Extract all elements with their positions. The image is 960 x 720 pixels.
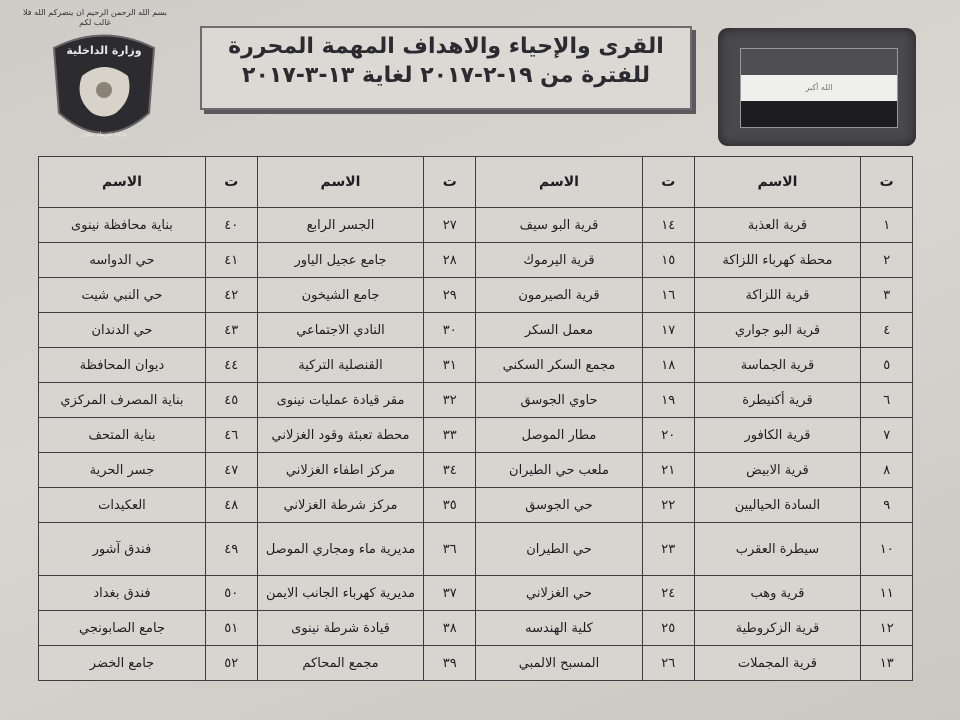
row-number-cell: ٣٥ bbox=[424, 488, 476, 523]
flag-band-bottom bbox=[741, 101, 897, 127]
table-row bbox=[39, 488, 913, 523]
row-number-cell: ٤ bbox=[861, 313, 913, 348]
row-name-cell: مقر قيادة عمليات نينوى bbox=[257, 383, 424, 418]
row-number-cell: ٤٨ bbox=[205, 488, 257, 523]
row-number-cell: ٣٣ bbox=[424, 418, 476, 453]
row-number-cell: ٣ bbox=[861, 278, 913, 313]
table-row bbox=[39, 313, 913, 348]
row-name-cell: جامع الخضر bbox=[39, 646, 206, 681]
flag-band-top bbox=[741, 49, 897, 75]
row-number-cell: ١ bbox=[861, 208, 913, 243]
table-row bbox=[39, 418, 913, 453]
row-number-cell: ٣٧ bbox=[424, 576, 476, 611]
row-number-cell: ١٢ bbox=[861, 611, 913, 646]
row-name-cell: مديرية ماء ومجاري الموصل bbox=[257, 523, 424, 576]
row-name-cell: مجمع السكر السكني bbox=[476, 348, 643, 383]
row-name-cell: محطة كهرباء اللزاكة bbox=[694, 243, 861, 278]
row-number-cell: ١٧ bbox=[642, 313, 694, 348]
row-name-cell: قرية الابيض bbox=[694, 453, 861, 488]
row-name-cell: قرية العذبة bbox=[694, 208, 861, 243]
title-line-1: القرى والإحياء والاهداف المهمة المحررة bbox=[228, 34, 664, 59]
row-name-cell: القنصلية التركية bbox=[257, 348, 424, 383]
emblem-ministry-text: وزارة الداخلية bbox=[66, 44, 142, 57]
row-number-cell: ٢٦ bbox=[642, 646, 694, 681]
title-line-2: للفترة من ١٩-٢-٢٠١٧ لغاية ١٣-٣-٢٠١٧ bbox=[242, 63, 650, 88]
row-number-cell: ٣٨ bbox=[424, 611, 476, 646]
row-number-cell: ٢٢ bbox=[642, 488, 694, 523]
row-number-cell: ٢٣ bbox=[642, 523, 694, 576]
row-number-cell: ٤٣ bbox=[205, 313, 257, 348]
table-row bbox=[39, 243, 913, 278]
row-number-cell: ١٤ bbox=[642, 208, 694, 243]
row-number-cell: ٥٢ bbox=[205, 646, 257, 681]
ministry-emblem bbox=[44, 18, 164, 158]
row-name-cell: ملعب حي الطيران bbox=[476, 453, 643, 488]
row-name-cell: قرية البو جواري bbox=[694, 313, 861, 348]
row-number-cell: ١٣ bbox=[861, 646, 913, 681]
row-number-cell: ٣٢ bbox=[424, 383, 476, 418]
row-name-cell: حي الدواسه bbox=[39, 243, 206, 278]
row-name-cell: الجسر الرابع bbox=[257, 208, 424, 243]
header-number-4: ت bbox=[205, 157, 257, 208]
row-number-cell: ١٩ bbox=[642, 383, 694, 418]
row-number-cell: ٣٠ bbox=[424, 313, 476, 348]
table-row bbox=[39, 576, 913, 611]
targets-table bbox=[38, 156, 913, 681]
row-number-cell: ٢ bbox=[861, 243, 913, 278]
row-name-cell: مركز شرطة الغزلاني bbox=[257, 488, 424, 523]
row-number-cell: ٦ bbox=[861, 383, 913, 418]
row-number-cell: ٧ bbox=[861, 418, 913, 453]
table-row bbox=[39, 453, 913, 488]
row-number-cell: ١١ bbox=[861, 576, 913, 611]
flag-frame bbox=[718, 28, 916, 146]
header-name-1: الاسم bbox=[694, 157, 861, 208]
emblem-subtitle-text: قيادة شرطة نينوى bbox=[81, 131, 127, 138]
row-name-cell: قرية اللزاكة bbox=[694, 278, 861, 313]
row-name-cell: سيطرة العقرب bbox=[694, 523, 861, 576]
header-number-3: ت bbox=[424, 157, 476, 208]
header-number-1: ت bbox=[861, 157, 913, 208]
row-number-cell: ٢١ bbox=[642, 453, 694, 488]
iraqi-flag bbox=[740, 48, 898, 128]
row-number-cell: ٢٥ bbox=[642, 611, 694, 646]
row-name-cell: محطة تعبئة وقود الغزلاني bbox=[257, 418, 424, 453]
table-header-row bbox=[39, 157, 913, 208]
row-name-cell: حي النبي شيت bbox=[39, 278, 206, 313]
row-number-cell: ٢٧ bbox=[424, 208, 476, 243]
row-name-cell: مطار الموصل bbox=[476, 418, 643, 453]
header-name-2: الاسم bbox=[476, 157, 643, 208]
row-name-cell: معمل السكر bbox=[476, 313, 643, 348]
row-number-cell: ٩ bbox=[861, 488, 913, 523]
flag-band-middle bbox=[741, 75, 897, 101]
row-number-cell: ٣٦ bbox=[424, 523, 476, 576]
row-name-cell: حي الدندان bbox=[39, 313, 206, 348]
row-number-cell: ٢٨ bbox=[424, 243, 476, 278]
row-number-cell: ٤٩ bbox=[205, 523, 257, 576]
row-name-cell: النادي الاجتماعي bbox=[257, 313, 424, 348]
row-name-cell: حي الجوسق bbox=[476, 488, 643, 523]
row-name-cell: ديوان المحافظة bbox=[39, 348, 206, 383]
table-row bbox=[39, 348, 913, 383]
table-row bbox=[39, 611, 913, 646]
row-name-cell: جامع الشيخون bbox=[257, 278, 424, 313]
row-number-cell: ٢٩ bbox=[424, 278, 476, 313]
row-name-cell: فندق آشور bbox=[39, 523, 206, 576]
table-row bbox=[39, 383, 913, 418]
row-name-cell: قرية الزكروطية bbox=[694, 611, 861, 646]
row-name-cell: قيادة شرطة نينوى bbox=[257, 611, 424, 646]
row-name-cell: قرية وهب bbox=[694, 576, 861, 611]
row-name-cell: جامع عجيل الياور bbox=[257, 243, 424, 278]
row-number-cell: ٥ bbox=[861, 348, 913, 383]
row-name-cell: قرية أكنيطرة bbox=[694, 383, 861, 418]
table-row bbox=[39, 523, 913, 576]
row-name-cell: فندق بغداد bbox=[39, 576, 206, 611]
row-name-cell: السادة الحياليين bbox=[694, 488, 861, 523]
row-number-cell: ٤٢ bbox=[205, 278, 257, 313]
emblem-header-text: بسم الله الرحمن الرحيم ان ينصركم الله فلا غالب لكم bbox=[23, 8, 167, 27]
row-number-cell: ٤٦ bbox=[205, 418, 257, 453]
title-box bbox=[200, 26, 692, 110]
row-name-cell: قرية البو سيف bbox=[476, 208, 643, 243]
row-number-cell: ٤٧ bbox=[205, 453, 257, 488]
header-name-3: الاسم bbox=[257, 157, 424, 208]
row-name-cell: قرية الجماسة bbox=[694, 348, 861, 383]
flag-script: الله أكبر bbox=[805, 83, 833, 92]
row-name-cell: بناية المصرف المركزي bbox=[39, 383, 206, 418]
header-name-4: الاسم bbox=[39, 157, 206, 208]
row-number-cell: ١٦ bbox=[642, 278, 694, 313]
row-name-cell: جامع الصابونجي bbox=[39, 611, 206, 646]
row-number-cell: ٣٤ bbox=[424, 453, 476, 488]
row-name-cell: حي الطيران bbox=[476, 523, 643, 576]
table-row bbox=[39, 646, 913, 681]
row-number-cell: ٥١ bbox=[205, 611, 257, 646]
row-number-cell: ٤٤ bbox=[205, 348, 257, 383]
row-number-cell: ١٨ bbox=[642, 348, 694, 383]
row-name-cell: قرية الكافور bbox=[694, 418, 861, 453]
row-number-cell: ١٠ bbox=[861, 523, 913, 576]
row-number-cell: ٨ bbox=[861, 453, 913, 488]
row-name-cell: حاوي الجوسق bbox=[476, 383, 643, 418]
row-name-cell: المسبح الالمبي bbox=[476, 646, 643, 681]
table-row bbox=[39, 208, 913, 243]
row-name-cell: العكيدات bbox=[39, 488, 206, 523]
row-name-cell: بناية محافظة نينوى bbox=[39, 208, 206, 243]
row-number-cell: ١٥ bbox=[642, 243, 694, 278]
row-name-cell: بناية المتحف bbox=[39, 418, 206, 453]
table-row bbox=[39, 278, 913, 313]
row-number-cell: ٣١ bbox=[424, 348, 476, 383]
row-number-cell: ٢٤ bbox=[642, 576, 694, 611]
row-name-cell: كلية الهندسه bbox=[476, 611, 643, 646]
row-number-cell: ٢٠ bbox=[642, 418, 694, 453]
row-name-cell: مجمع المحاكم bbox=[257, 646, 424, 681]
row-name-cell: قرية المجملات bbox=[694, 646, 861, 681]
row-name-cell: حي الغزلاني bbox=[476, 576, 643, 611]
row-number-cell: ٤١ bbox=[205, 243, 257, 278]
header-number-2: ت bbox=[642, 157, 694, 208]
row-number-cell: ٤٥ bbox=[205, 383, 257, 418]
row-name-cell: مركز اطفاء الغزلاني bbox=[257, 453, 424, 488]
row-number-cell: ٤٠ bbox=[205, 208, 257, 243]
row-name-cell: جسر الحرية bbox=[39, 453, 206, 488]
row-number-cell: ٥٠ bbox=[205, 576, 257, 611]
row-name-cell: مديرية كهرباء الجانب الايمن bbox=[257, 576, 424, 611]
row-number-cell: ٣٩ bbox=[424, 646, 476, 681]
row-name-cell: قرية اليرموك bbox=[476, 243, 643, 278]
row-name-cell: قرية الصيرمون bbox=[476, 278, 643, 313]
